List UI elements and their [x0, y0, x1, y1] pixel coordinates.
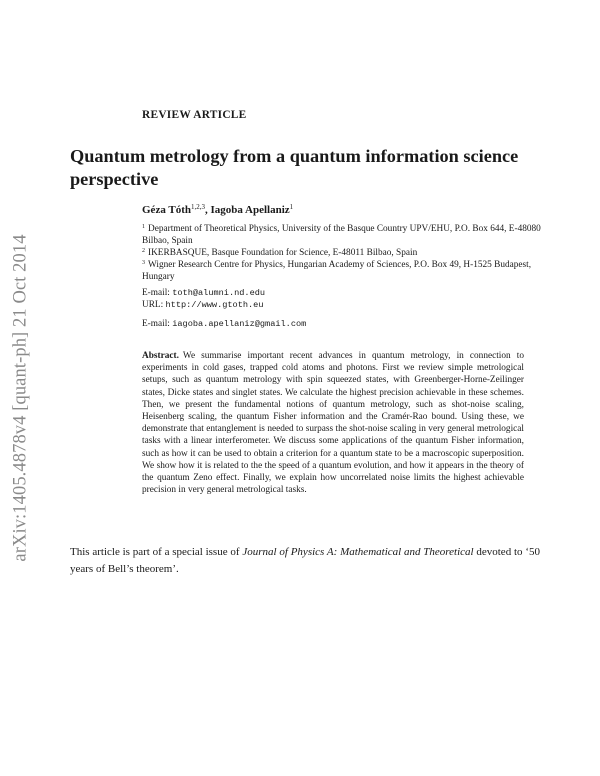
author-name: Iagoba Apellaniz — [210, 204, 290, 216]
author2-email-link[interactable]: iagoba.apellaniz@gmail.com — [172, 319, 307, 329]
email-label: E-mail: — [142, 288, 170, 298]
author1-url-link[interactable]: http://www.gtoth.eu — [165, 300, 264, 310]
author2-email-line — [142, 319, 306, 329]
paper-title: Quantum metrology from a quantum information science perspective — [70, 146, 519, 189]
author1-url-line — [142, 300, 264, 310]
affiliation-number: 1 — [142, 224, 145, 230]
affiliation-number: 2 — [142, 248, 145, 254]
author-list — [142, 203, 293, 216]
affiliation-text: Wigner Research Centre for Physics, Hungarian Academy of Sciences, P.O. Box 49, H-1525 Budapest, Hungary — [142, 260, 532, 283]
url-label: URL: — [142, 300, 164, 310]
author-name: Géza Tóth — [142, 204, 191, 216]
abstract-text: We summarise important recent advances in quantum metrology, in connection to experiments in cold gases, trapped cold atoms and photons. First we review simple metrological setups, such as quantum metrology with spin squeezed states, with Greenberger-Horne-Zeilinger states, Dicke states and singlet states. We calculate the highest precision achievable in these schemes. Then, we present the fundamental notions of quantum metrology, such as shot-noise scaling, Heisenberg scaling, the quantum Fisher information and the Cramér-Rao bound. Using these, we demonstrate that entanglement is needed to surpass the shot-noise scaling in very general metrological tasks with a linear interferometer. We discuss some applications of the quantum Fisher information, such as how it can be used to obtain a criterion for a quantum state to be a macroscopic superposition. We show how it is related to the the speed of a quantum evolution, and how it appears in the theory of the quantum Zeno effect. Finally, we explain how uncorrelated noise limits the highest achievable precision in very general metrological tasks. — [142, 351, 524, 496]
arxiv-identifier: arXiv:1405.4878v4 [quant-ph] 21 Oct 2014 — [10, 234, 31, 562]
author-affiliation-marker: 1,2,3 — [191, 203, 205, 211]
article-category: REVIEW ARTICLE — [142, 109, 247, 121]
author-separator: , — [205, 204, 211, 216]
affiliation-text: Department of Theoretical Physics, University of the Basque Country UPV/EHU, P.O. Box 644, E-48080 Bilbao, Spain — [142, 224, 541, 247]
note-prefix: This article is part of a special issue of — [70, 546, 243, 558]
affiliation-3 — [142, 257, 542, 283]
author1-email-link[interactable]: toth@alumni.nd.edu — [172, 288, 266, 298]
affiliation-1 — [142, 221, 542, 247]
note-suffix: devoted to ‘50 years of Bell’s theorem’. — [70, 546, 540, 575]
journal-name: Journal of Physics A: Mathematical and Theoretical — [242, 546, 474, 558]
author-affiliation-marker: 1 — [289, 203, 294, 211]
email-label: E-mail: — [142, 319, 170, 329]
abstract-label: Abstract. — [142, 351, 179, 361]
affiliation-text: IKERBASQUE, Basque Foundation for Science, E-48011 Bilbao, Spain — [148, 248, 418, 258]
author1-email-line — [142, 288, 265, 298]
special-issue-note — [70, 544, 540, 577]
arxiv-sidebar-stamp — [6, 208, 36, 588]
abstract — [142, 350, 524, 496]
affiliation-number: 3 — [142, 260, 145, 266]
